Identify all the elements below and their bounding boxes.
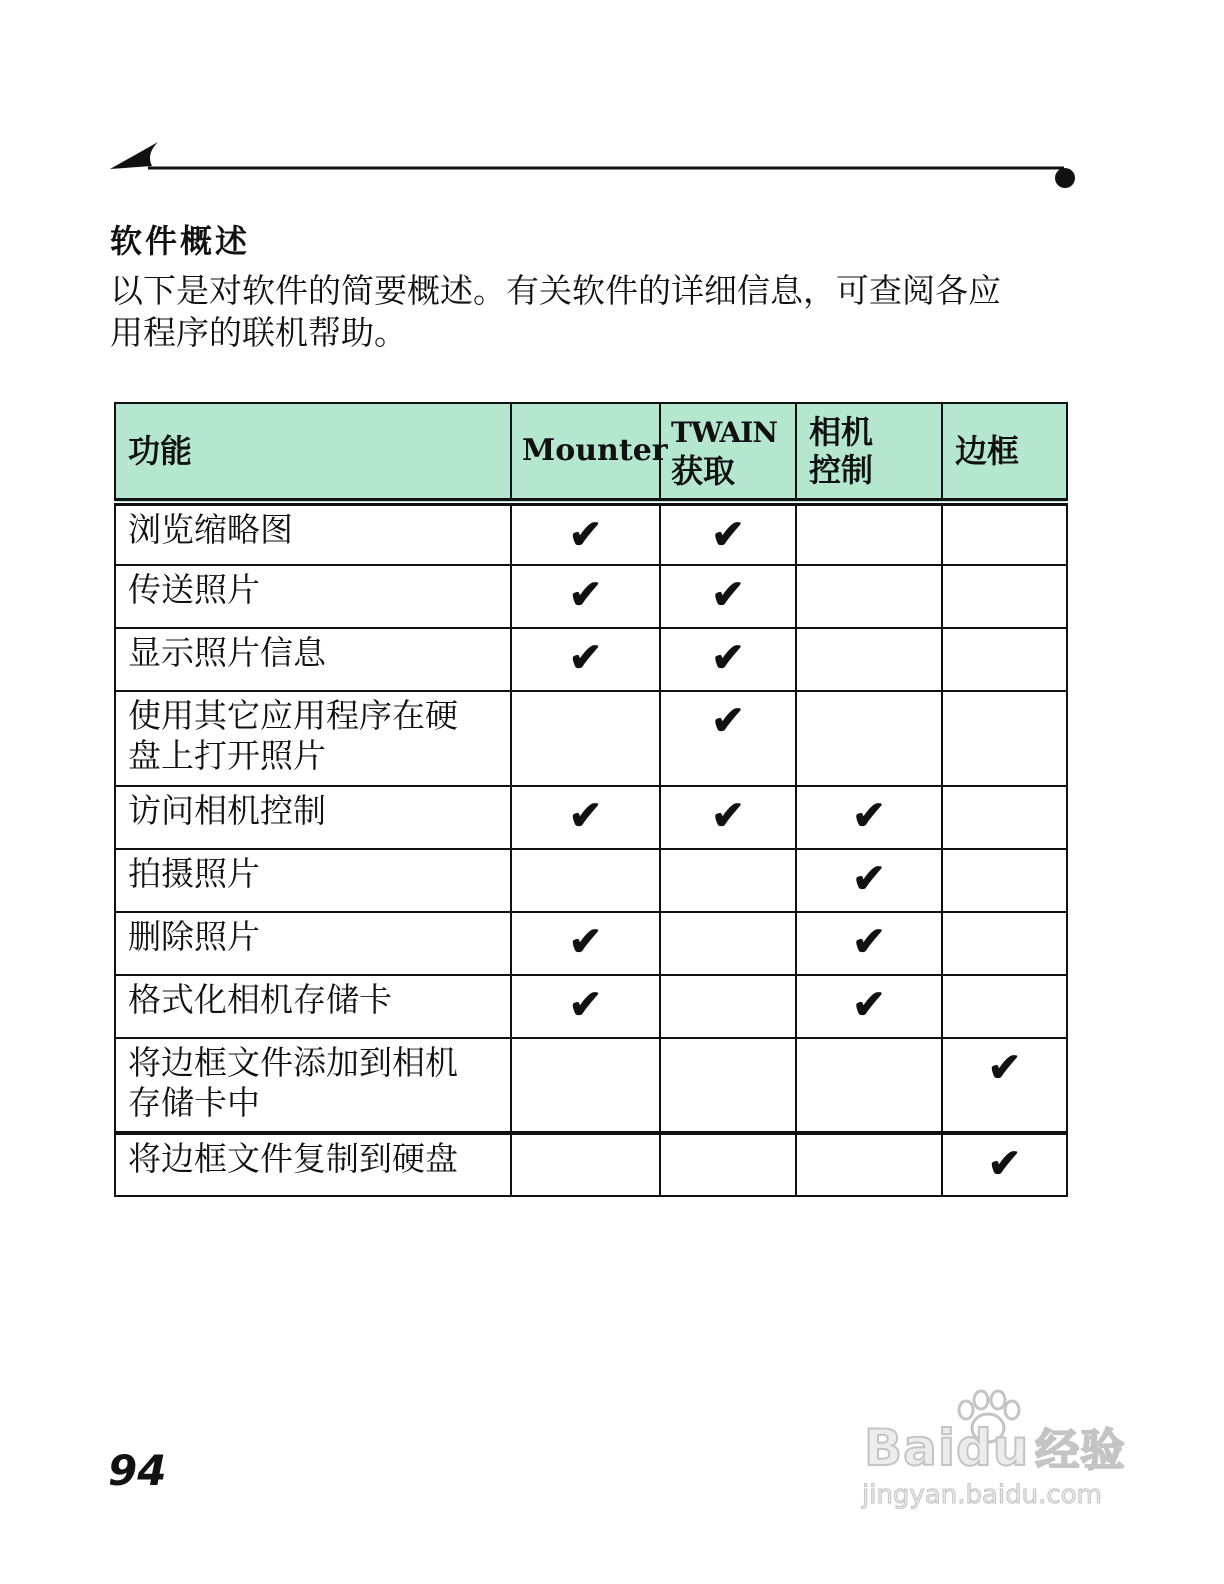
feature-cell: 浏览缩略图 (115, 502, 511, 565)
watermark-brand-cn: 经验 (1035, 1425, 1126, 1476)
feature-line-2: 盘上打开照片 (128, 736, 326, 775)
table-header-row (115, 403, 1067, 502)
header-feature: 功能 (115, 403, 511, 502)
table-row (115, 628, 1067, 691)
feature-cell: 删除照片 (115, 912, 511, 975)
check-mark-icon: ✔ (660, 502, 796, 565)
watermark-brand-tail: du (956, 1419, 1030, 1477)
watermark-url: jingyan.baidu.com (862, 1480, 1102, 1510)
empty-cell (511, 1133, 660, 1196)
table-row (115, 786, 1067, 849)
check-mark-icon: ✔ (796, 912, 942, 975)
page-number: 94 (108, 1446, 167, 1495)
header-twain (660, 403, 796, 502)
empty-cell (942, 502, 1067, 565)
check-mark-icon: ✔ (660, 628, 796, 691)
header-camera-line-1: 相机 (809, 413, 874, 451)
check-mark-icon: ✔ (796, 786, 942, 849)
feature-line-1: 使用其它应用程序在硬 (128, 696, 458, 735)
empty-cell (942, 628, 1067, 691)
empty-cell (660, 912, 796, 975)
table-row (115, 849, 1067, 912)
check-mark-icon: ✔ (511, 628, 660, 691)
feature-cell: 格式化相机存储卡 (115, 975, 511, 1038)
empty-cell (796, 1038, 942, 1133)
empty-cell (660, 849, 796, 912)
feature-table (114, 402, 1068, 1197)
check-mark-icon: ✔ (796, 975, 942, 1038)
empty-cell (511, 849, 660, 912)
feature-cell (115, 1038, 511, 1133)
watermark (858, 1388, 1148, 1528)
empty-cell (942, 786, 1067, 849)
feature-cell: 传送照片 (115, 565, 511, 628)
check-mark-icon: ✔ (660, 691, 796, 786)
empty-cell (511, 691, 660, 786)
header-twain-line-1: TWAIN (671, 416, 777, 449)
table-row (115, 502, 1067, 565)
table-row (115, 691, 1067, 786)
intro-line-1: 以下是对软件的简要概述。有关软件的详细信息，可查阅各应 (110, 271, 1001, 310)
empty-cell (796, 565, 942, 628)
header-border: 边框 (942, 403, 1067, 502)
empty-cell (942, 975, 1067, 1038)
feature-line-1: 将边框文件添加到相机 (128, 1043, 458, 1082)
empty-cell (660, 975, 796, 1038)
empty-cell (942, 565, 1067, 628)
feature-cell: 将边框文件复制到硬盘 (115, 1133, 511, 1196)
watermark-brand (864, 1414, 1125, 1478)
empty-cell (796, 691, 942, 786)
header-rule-graphic (108, 138, 1080, 194)
header-twain-line-2: 获取 (671, 452, 736, 490)
check-mark-icon: ✔ (660, 786, 796, 849)
empty-cell (942, 912, 1067, 975)
table-row (115, 565, 1067, 628)
header-rule (108, 138, 1080, 194)
empty-cell (796, 1133, 942, 1196)
header-mounter: Mounter (511, 403, 660, 502)
watermark-brand-head: Bai (864, 1419, 956, 1477)
check-mark-icon: ✔ (942, 1133, 1067, 1196)
intro-paragraph (110, 270, 1080, 354)
feature-cell: 访问相机控制 (115, 786, 511, 849)
empty-cell (660, 1133, 796, 1196)
empty-cell (796, 502, 942, 565)
header-camera-line-2: 控制 (809, 451, 874, 489)
check-mark-icon: ✔ (660, 565, 796, 628)
empty-cell (942, 849, 1067, 912)
check-mark-icon: ✔ (511, 975, 660, 1038)
section-title: 软件概述 (110, 222, 251, 260)
table-row (115, 975, 1067, 1038)
feature-line-2: 存储卡中 (128, 1083, 260, 1122)
feature-cell: 拍摄照片 (115, 849, 511, 912)
intro-line-2: 用程序的联机帮助。 (110, 313, 407, 352)
empty-cell (942, 691, 1067, 786)
rule-end-dot (1055, 168, 1075, 188)
feature-cell: 显示照片信息 (115, 628, 511, 691)
header-camera-control (796, 403, 942, 502)
empty-cell (660, 1038, 796, 1133)
check-mark-icon: ✔ (511, 786, 660, 849)
empty-cell (796, 628, 942, 691)
table-row (115, 1038, 1067, 1133)
table-row (115, 912, 1067, 975)
table-row (115, 1133, 1067, 1196)
check-mark-icon: ✔ (511, 912, 660, 975)
check-mark-icon: ✔ (942, 1038, 1067, 1133)
arrowhead-icon (110, 142, 158, 169)
check-mark-icon: ✔ (511, 502, 660, 565)
check-mark-icon: ✔ (796, 849, 942, 912)
feature-cell (115, 691, 511, 786)
check-mark-icon: ✔ (511, 565, 660, 628)
empty-cell (511, 1038, 660, 1133)
